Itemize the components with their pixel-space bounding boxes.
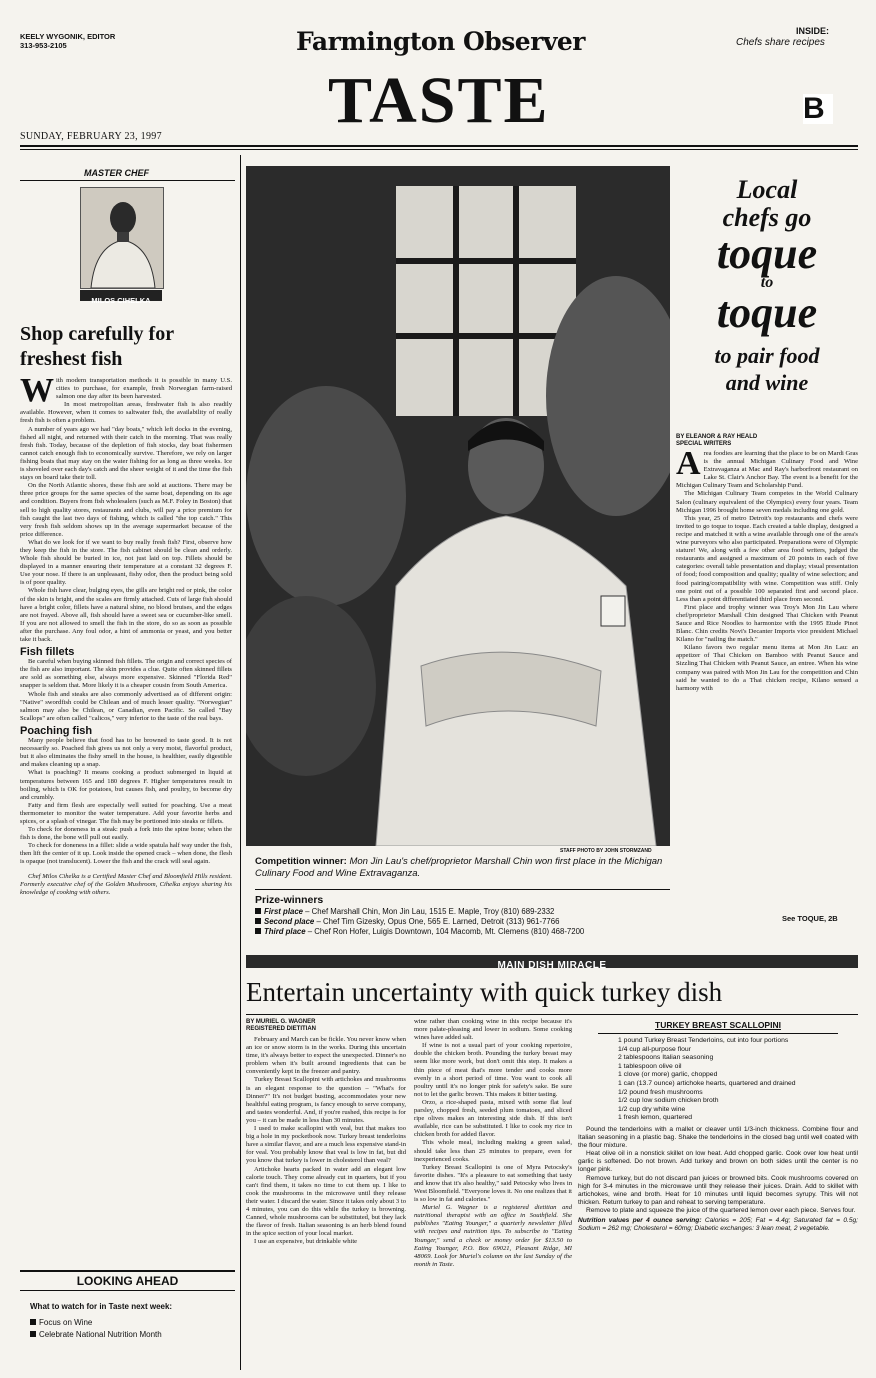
main-dish-paragraph: February and March can be fickle. You never know when an ice or snow storm is in the works. During this uncertain time, it's always better to expect the unexpected. Dinner's no problem when it's built around ingredients that can be conveniently kept in the freezer and pantry.	[246, 1036, 406, 1076]
recipe-nutrition	[578, 1217, 858, 1233]
master-chef-paragraph: Be careful when buying skinned fish fillets. The origin and correct species of the fish are also important. The skin provides a clue. Quite often skinned fillets are sold as something else, always more expensive. Skinned "Florida Red" snapper is seldom that. More likely it is a cheaper cousin from South America.	[20, 658, 232, 690]
photo-caption-label: Competition winner:	[255, 856, 347, 867]
photo-credit: STAFF PHOTO BY JOHN STORMZAND	[560, 848, 652, 854]
master-chef-paragraph: ith modern transportation methods it is possible in many U.S. cities to purchase, for example, fresh Norwegian farm-raised salmon one day after its been harvested.	[56, 377, 232, 401]
issue-date: SUNDAY, FEBRUARY 23, 1997	[20, 131, 162, 142]
feature-drop-cap: A	[676, 450, 701, 482]
prize-item: First place – Chef Marshall Chin, Mon Jin Lau, 1515 E. Maple, Troy (810) 689-2332	[255, 907, 670, 917]
master-chef-paragraph: Many people believe that food has to be browned to taste good. It is not necessarily so. Poached fish gives us not only a very moist, flavorful product, but it also eliminates the fishy smell in the house, is healthier, easily digestible and makes cleaning up a snap.	[20, 737, 232, 769]
square-bullet-icon	[255, 908, 261, 914]
subhead-poaching-fish: Poaching fish	[20, 724, 93, 737]
recipe-step: Pound the tenderloins with a mallet or cleaver until 1/3-inch thickness. Combine flour and Italian seasoning in a plastic bag. Shake the tenderloins in the closed bag until well coated with the flour mixture.	[578, 1125, 858, 1150]
editor-phone: 313-953-2105	[20, 41, 67, 50]
headline-toque: toque	[716, 288, 818, 337]
headline-line: and wine	[725, 370, 809, 395]
prize-item: Second place – Chef Tim Gizesky, Opus One, 565 E. Larned, Detroit (313) 961-7766	[255, 917, 670, 927]
nutrition-text: Calories = 205; Fat = 4.4g; Saturated fat = 0.5g; Sodium = 262 mg; Cholesterol = 60mg; Diabetic exchanges: 3 lean meat, 2 vegetable.	[578, 1216, 858, 1233]
recipe-ingredient: 1 pound Turkey Breast Tenderloins, cut into four portions	[618, 1037, 789, 1044]
master-chef-paragraph: To check for doneness in a fillet: slide a wide spatula half way under the fish, then lift the center of it up. Look inside the opened crack – when done, the flesh is opaque (not translucent). Lower the fish and the crack will seal again.	[20, 842, 232, 866]
section-letter: B	[803, 92, 825, 125]
recipe-ingredient: 1/2 pound fresh mushrooms	[618, 1088, 703, 1096]
recipe-box	[578, 1018, 858, 1370]
chef-photo-caption: MILOS CIHELKA	[91, 296, 151, 305]
subhead-fish-fillets: Fish fillets	[20, 646, 75, 659]
feature-paragraph: rea foodies are learning that the place to be on Mardi Gras is the annual Michigan Culinary Food and Wine Extravaganza at Mac and Ray's harborfront restaurant on Lake St. Clair's Anchor Bay. The event is a benefit for the Michigan Culinary Team and Scholarship Fund.	[676, 450, 858, 490]
master-chef-header: MASTER CHEF	[84, 168, 149, 178]
looking-ahead-rule-top	[20, 1270, 235, 1272]
master-chef-paragraph: Fatty and firm flesh are especially well suited for poaching. Use a meat thermometer to monitor the water temperature. Add your favorite herbs and spices, or a splash of vinegar. The fish may be portioned into steaks or fillets.	[20, 801, 232, 825]
master-chef-header-rule	[20, 180, 235, 181]
section-name: TASTE	[328, 64, 550, 137]
prize-item: Third place – Chef Ron Hofer, Luigis Downtown, 104 Macomb, Mt. Clemens (810) 468-7200	[255, 927, 670, 937]
main-dish-headline: Entertain uncertainty with quick turkey dish	[246, 977, 723, 1007]
looking-ahead-item: Focus on Wine	[30, 1318, 92, 1327]
recipe-ingredient: 1 fresh lemon, quartered	[618, 1114, 693, 1122]
masthead-rule-top	[20, 145, 858, 147]
headline-line: to pair food	[714, 343, 820, 368]
master-chef-paragraph: On the North Atlantic shores, these fish are sold at auctions. There may be three price groups for the same species of the same boat, depending on its age and condition. Buyers from fish wholesalers (such as M.F. Foley in Boston) that sell to high quality stores, restaurants and clubs, will pay a price premium for fish caught the last two days of fishing, which is called "the top catch." This very fresh fish seldom shows up in the average supermarket because of the price difference.	[20, 482, 232, 538]
recipe-steps	[578, 1126, 858, 1233]
feature-body	[676, 450, 858, 908]
inside-text: Chefs share recipes	[736, 37, 825, 48]
main-dish-col2	[414, 1018, 572, 1372]
recipe-ingredients	[578, 1037, 858, 1123]
chef-portrait-image	[81, 188, 163, 288]
looking-ahead-header: LOOKING AHEAD	[76, 1274, 179, 1288]
chef-photo	[80, 187, 164, 289]
paper-name: Farmington Observer	[296, 27, 585, 56]
recipe-ingredient: 1/2 cup dry white wine	[618, 1105, 686, 1113]
feature-jump: See TOQUE, 2B	[782, 914, 838, 923]
chef-photo-caption-box	[80, 290, 162, 305]
main-dish-paragraph: If wine is not a usual part of your cooking repertoire, double the chicken broth. Pounding the turkey breast may seem like more work, but don't omit this step. It makes a thin piece of meat that's more tender and cooks more evenly in a short period of time. You want to cook all poultry until it's no longer pink for safety's sake. Be sure not to let the garlic brown. This makes it bitter tasting.	[414, 1042, 572, 1098]
square-bullet-icon	[255, 928, 261, 934]
main-dish-rule	[246, 1014, 858, 1015]
caption-rule	[255, 889, 670, 890]
recipe-title-rule	[598, 1033, 838, 1034]
master-chef-paragraph: To check for doneness in a steak: push a fork into the spine bone; when the fish is done, the bone will pull out easily.	[20, 826, 232, 842]
square-bullet-icon	[30, 1331, 36, 1337]
recipe-step: Heat olive oil in a nonstick skillet on low heat. Add chopped garlic. Cook over low heat until garlic is softened. Do not brown. Add turkey and brown on both sides until the center is no longer pink.	[578, 1150, 858, 1174]
main-dish-col1	[246, 1036, 406, 1371]
main-dish-paragraph: I used to make scallopini with veal, but that makes too big a hole in my pocketbook now. Turkey breast tenderloins have a similar flavor, and are a much less expensive stand-in for veal. You probably know that veal is low in fat, but did you know that turkey is lower in cholesterol than veal?	[246, 1125, 406, 1165]
photo-caption	[255, 856, 670, 880]
headline-line: chefs go	[722, 203, 812, 232]
main-dish-paragraph: I use an expensive, but drinkable white	[254, 1238, 358, 1246]
recipe-ingredient: 1/2 cup low sodium chicken broth	[618, 1097, 719, 1105]
recipe-step: Remove turkey, but do not discard pan juices or browned bits. Cook mushrooms covered on high for 3-4 minutes in the microwave until they release their juices. Drain. Add to skillet with artichokes, wine and broth. Heat for 10 minutes until liquid becomes syrupy. This will not thicken. Return turkey to pan and reheat to serving temperature.	[578, 1174, 858, 1206]
looking-ahead-intro: What to watch for in Taste next week:	[30, 1302, 173, 1311]
main-dish-paragraph: Turkey Breast Scallopini is one of Myra Petocsky's favorite dishes. "It's a pleasure to eat something that tasty and know that it's also healthy," said Petocsky who lives in West Bloomfield. "Everyone loves it. No one realizes that it is so low in fat and calories."	[414, 1163, 572, 1204]
main-dish-paragraph: wine rather than cooking wine in this recipe because it's more palate-pleasing and lower in sodium. Some cooking wines have added salt.	[414, 1018, 572, 1042]
feature-paragraph: This year, 25 of metro Detroit's top restaurants and chefs were invited to go toque to toque. Each created a table display, designed a recipe and matched it with a wine available through one of the area's wine purveyors who also participated. Preparations were of Olympic stature! We, along with a few other area food writers, judged the restaurants and assigned a maximum of 20 points in each of five categories: overall table presentation and display; visual presentation of food; food composition and quality; quality of wine selection; and food pairing/compatibility with wine. Competition was stiff. Only one point out of a possible 100 separated first and second place. Less than a point differentiated third place from second.	[676, 514, 858, 603]
looking-ahead-rule-bottom	[20, 1290, 235, 1291]
master-chef-paragraph: Whole fish and steaks are also commonly advertised as of different origin: "Native" swordfish could be Chilean and of much lesser quality. "Norwegian" salmon may also be Chilean, or Canadian, even Pacific. So called "Bay Scallops" are often called "calicos," very inferior to the taste of the real bays.	[20, 690, 232, 722]
editor-name: KEELY WYGONIK, EDITOR	[20, 32, 116, 41]
main-dish-banner	[246, 955, 858, 971]
main-dish-byline-role: REGISTERED DIETITIAN	[246, 1026, 317, 1032]
master-chef-paragraph: What do we look for if we want to buy really fresh fish? First, observe how they keep the fish in the store. The fish cabinet should be clean and orderly. Whole fish should be buried in ice, not just laid on top. Fillets should be displayed in a manner ensuring their temperature at a constant 32 degrees F. Use your nose. If there is an unpleasant, fishy odor, then the product being sold is of poor quality.	[20, 538, 232, 587]
master-chef-paragraph: Whole fish have clear, bulging eyes, the gills are bright red or pink, the color of the skin is bright, and the scales are firmly attached. Cuts of large fish should have a bright color, fillets have a natural shine, no blood bruises, and the edges are not frayed. Above all, fish should have a sweet sea or cucumber-like smell. If you are not allowed to smell the fish in the store, do so as soon as possible after the purchase. Any foul odor, a hint of ammonia or yeast, and you better take it back.	[20, 587, 232, 643]
left-column-divider	[240, 155, 241, 1370]
masthead-rule-bottom	[20, 149, 858, 150]
feature-photo	[246, 166, 670, 846]
headline-toque: toque	[716, 229, 818, 278]
chef-marshall-chin-photo	[246, 166, 670, 846]
master-chef-paragraph: In most metropolitan areas, freshwater fish is also readily available. However, when it comes to saltwater fish, the availability of really fresh fish is often a problem.	[20, 401, 232, 425]
prize-header: Prize-winners	[255, 894, 324, 906]
recipe-ingredient: 2 tablespoons Italian seasoning	[618, 1054, 714, 1062]
section-letter-box	[803, 94, 833, 124]
main-dish-paragraph: Orzo, a rice-shaped pasta, mixed with some flat leaf parsley, chopped fresh, seeded plum tomatoes, and sliced ripe olives makes an interesting side dish. If this isn't available, rice can be substituted. I like to cook my rice in chicken broth for added flavor.	[414, 1098, 572, 1139]
main-dish-bio: Muriel G. Wagner is a registered dietitian and nutritional therapist with an office in Southfield. She publishes "Eating Younger," a quarterly newsletter filled with recipes and nutrition tips. To subscribe to "Eating Younger," send a check or money order for $13.50 to Eating Younger, P.O. Box 69021, Pleasant Ridge, MI 48069. Look for Muriel's column on the last Sunday of the month in Taste.	[414, 1204, 572, 1268]
main-dish-paragraph: Artichoke hearts packed in water add an elegant low calorie touch. They come already cut in quarters, but if you can't find them, it takes no time to cut them up. I like to cook the mushrooms in the microwave until they release their water. I discard the water. Since it takes only about 3 to 4 minutes, you can do this while the turkey is browning. Canned, whole mushrooms can be substituted, but they lack the flavor of fresh. Italian seasoning is an herb blend found in the spice section of your local market.	[246, 1165, 406, 1238]
master-chef-paragraph: A number of years ago we had "day boats," which left docks in the evening, fished all night, and returned with their catch in the morning. That was really fresh fish. Today, because of the depletion of fish stocks, day boat fishermen cannot catch enough fish to economically survive. Therefore, we rely on larger fishing boats that may stay on the water fishing for as long as three weeks. Ice is shoveled over each day's catch and the sheer weight of it and the time the fish stays on board take their toll.	[20, 425, 232, 482]
recipe-ingredient: 1 can (13.7 ounce) artichoke hearts, quartered and drained	[618, 1079, 796, 1087]
headline-line: Local	[736, 175, 798, 204]
square-bullet-icon	[255, 918, 261, 924]
recipe-ingredient: 1 clove (or more) garlic, chopped	[618, 1071, 718, 1079]
feature-paragraph: Kilano favors two regular menu items at Mon Jin Lau: an appetizer of Thai Chicken on Bamboo with Peanut Sauce and Sizzling Thai Chicken with Peanut Sauce, an entree. When his wine company was paired with Mon Jin Lau for the competition and Chin said he wanted to do a Thai chicken recipe, Kilano sensed a harmony with	[676, 644, 858, 692]
headline-to: to	[760, 274, 774, 291]
main-dish-banner-label: MAIN DISH MIRACLE	[497, 960, 607, 971]
looking-ahead-item: Celebrate National Nutrition Month	[30, 1330, 162, 1339]
master-chef-headline: Shop carefully for freshest fish	[20, 323, 174, 370]
inside-label: INSIDE:	[796, 26, 830, 36]
feature-headline	[674, 176, 860, 396]
square-bullet-icon	[30, 1319, 36, 1325]
nutrition-label: Nutrition values per 4 ounce serving:	[578, 1216, 702, 1224]
photo-caption-text: Mon Jin Lau's chef/proprietor Marshall Chin won first place in the Michigan Culinary Food and Wine Extravaganza.	[255, 856, 663, 879]
main-dish-paragraph: This whole meal, including making a green salad, should take less than 25 minutes to prepare, even for inexperienced cooks.	[414, 1139, 572, 1163]
feature-paragraph: First place and trophy winner was Troy's Mon Jin Lau where chef/proprietor Marshall Chin designed Thai Chicken with Peanut Sauce and Rice Noodles to harmonize with the 1995 Etude Pinot Blanc. Chin credits Novi's Decanter Imports vice president Michael Kilano for "nailing the match."	[676, 603, 858, 644]
master-chef-body	[20, 377, 232, 1367]
feature-byline-role: SPECIAL WRITERS	[676, 441, 732, 447]
master-chef-paragraph: What is poaching? It means cooking a product submerged in liquid at temperatures between 165 and 180 degrees F. Higher temperatures result in boiling, which is OK for potatoes, but causes fish, and poultry, to become dry and crumbly.	[20, 769, 232, 801]
recipe-ingredient: 1 tablespoon olive oil	[618, 1062, 682, 1070]
master-chef-drop-cap: W	[20, 377, 54, 409]
master-chef-bio: Chef Milos Cihelka is a Certified Master Chef and Bloomfield Hills resident. Formerly executive chef of the Golden Mushroom, Cihelka enjoys sharing his knowledge of cooking with others.	[20, 872, 232, 896]
feature-byline: BY ELEANOR & RAY HEALD	[676, 434, 758, 440]
prize-list	[255, 907, 670, 937]
recipe-step: Remove to plate and squeeze the juice of the quartered lemon over each piece. Serves four.	[586, 1206, 856, 1214]
recipe-title: TURKEY BREAST SCALLOPINI	[655, 1020, 781, 1030]
feature-paragraph: The Michigan Culinary Team competes in the World Culinary Salon (culinary equivalent of the Olympics) every four years. Team Michigan 1996 brought home seven medals including one gold.	[676, 490, 858, 514]
main-dish-paragraph: Turkey Breast Scallopini with artichokes and mushrooms is an elegant response to the question – "What's for Dinner?" It's not budget busting, accommodates your new healthful eating program, is fancy enough to serve company, and tastes wonderful. And, if you're rushed, this recipe is for you – it can be made in less than 30 minutes.	[246, 1076, 406, 1124]
recipe-ingredient: 1/4 cup all-purpose flour	[618, 1045, 691, 1053]
main-dish-byline: BY MURIEL G. WAGNER	[246, 1019, 316, 1025]
